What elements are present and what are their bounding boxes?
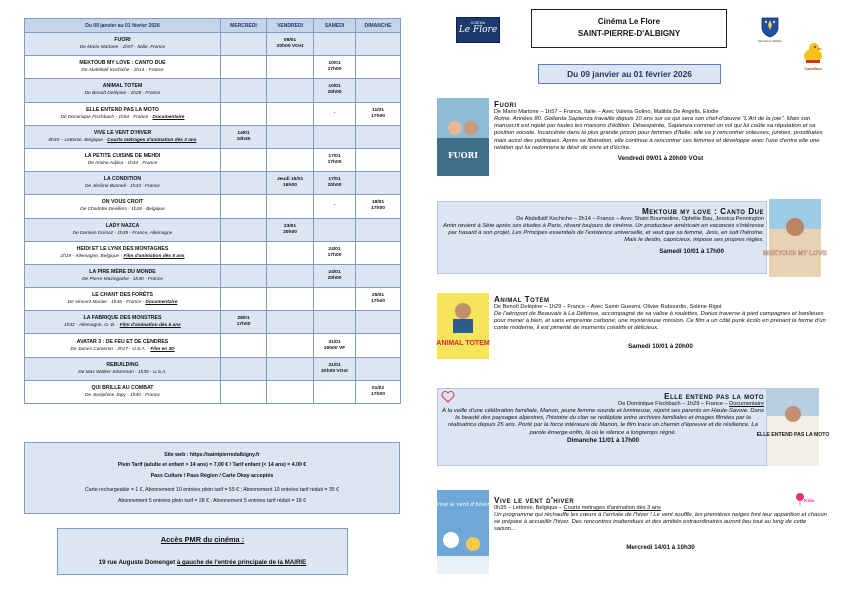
film-cell [25,380,221,403]
session-cell-fri [267,380,314,403]
table-row [25,195,401,218]
film-title: LE CHANT DES FORÊTS [92,292,153,299]
session-cell-wed [221,288,267,311]
session-cell-sun [356,288,401,311]
film-description-text: 1h32 - Allemagne, G.-B. - [64,323,120,329]
session-date: 24/01 [328,269,341,275]
film-description [27,115,218,121]
film-description [27,161,218,167]
session-cell-sun [356,380,401,403]
cinema-logo [456,17,500,43]
session-cell-wed [221,241,267,264]
session-cell-sat [314,195,356,218]
table-row [25,79,401,102]
session-cell-wed [221,311,267,334]
session-time: 17h00 [371,299,385,305]
film-cell [25,218,221,241]
session-cell-wed [221,195,267,218]
session-cell-sat [314,357,356,380]
cinema-logo-small: CINÉMA [470,21,486,25]
session-cell-fri [267,357,314,380]
film-cell [25,264,221,287]
session-cell-fri [267,33,314,56]
session-cell-fri [267,218,314,241]
session-cell-sun [356,195,401,218]
session-cell-sun [356,125,401,148]
session-cell-sun [356,264,401,287]
film-cell [25,288,221,311]
session-cell-fri [267,241,314,264]
session-cell-fri [267,264,314,287]
film-title: ON VOUS CROIT [101,199,144,206]
pmr-address-detail: à gauche de l'entrée principale de la MAIRIE [176,559,307,566]
film-description [27,254,218,260]
town-crest-icon [760,16,780,38]
film-description-text: De Damien Dorsaz - 1h39 - France, Allemagne [72,230,173,236]
session-date: 11/01 [372,107,384,113]
session-cell-sat [314,125,356,148]
cinema-town: SAINT-PIERRE-D'ALBIGNY [577,29,681,38]
session-cell-sat [314,264,356,287]
session-cell-wed [221,357,267,380]
film-meta-moto [442,401,764,408]
session-date: 09/01 [283,38,297,44]
cinema-title-box [531,9,727,48]
film-cell [25,241,221,264]
table-row [25,33,401,56]
film-description-text: De Benoît Delépine - 1h29 - France [84,91,161,97]
film-title: ANIMAL TOTEM [102,83,143,90]
pmr-title: Accès PMR du cinéma : [160,535,245,544]
table-row [25,125,401,148]
session-time: 20h00 [283,229,297,235]
film-description-text: 0h35 – Lettonie, Belgique - [48,137,108,143]
film-description [27,393,218,399]
session-time: 20h00 [327,183,342,189]
film-card-moto [437,388,830,470]
session-cell-sat [314,241,356,264]
session-date: 25/01 [371,293,385,299]
kids-badge-label: Kids [804,499,815,504]
session-date: 24/01 [328,246,341,252]
session-cell-sun [356,218,401,241]
film-session-moto: Dimanche 11/01 à 17h00 [566,436,640,444]
film-cell [25,33,221,56]
film-description-text: De Max Walker-Silverman - 1h35 - U.S.A. [78,369,167,375]
session-cell-sat [314,334,356,357]
film-card-mektoub [437,199,830,277]
session-time: 20h00 VOst [276,44,304,50]
session-time: 16h00 [283,183,297,189]
film-session-animal: Samedi 10/01 à 20h00 [628,342,693,350]
film-description [27,138,218,144]
film-title: FUORI [114,37,131,44]
session-cell-wed [221,334,267,357]
film-title: AVATAR 3 : DE FEU ET DE CENDRES [76,338,169,345]
session-cell-wed [221,380,267,403]
film-title: ELLE ENTEND PAS LA MOTO [86,106,159,113]
film-title: LA CONDITION [103,176,142,183]
session-cell-fri [267,79,314,102]
film-desc-animal: De l'aéroport de Beauvais à La Défense, accompagné de sa valise à roulettes, Darius traverse à pied campagnes et banlieues pour mener à bien, et sans empreinte carbone, une mystérieuse mission. Ce film a un côté punk écolo en prenant la forme d'un conte moderne, il est pimenté de moments créatifs et délicieux. [494,310,826,332]
session-date: 28/01 [237,316,250,322]
session-time: 17h00 [371,206,385,212]
session-cell-wed [221,148,267,171]
film-title-vive: Vive le vent d'hiver [494,496,575,505]
session-date: Jeudi 15/01 [276,177,304,183]
film-description-text: De Vincent Munier - 1h36 - France - [67,300,146,306]
film-meta-fuori: De Mario Martone – 1h57 – France, Italie – Avec Valeria Golino, Matilda De Angelis, Elodie [494,109,719,115]
schedule-table [24,18,401,404]
session-cell-wed [221,264,267,287]
film-title: LA PETITE CUISINE DE MEHDI [84,153,161,160]
table-row [25,380,401,403]
table-row [25,241,401,264]
film-card-vive [437,490,830,576]
session-date: 17/01 [328,177,341,183]
film-description-text: De Charlotte Devillers - 1h18 - Belgique [80,207,165,213]
poster-fuori-title: FUORI [447,150,479,160]
film-cell [25,102,221,125]
session-cell-sun [356,241,401,264]
table-row [25,311,401,334]
film-card-fuori [437,98,830,186]
canebus-duck-icon [800,40,826,66]
session-cell-sat [314,102,356,125]
session-cell-sat [314,148,356,171]
film-title-animal: Animal Totem [494,295,550,304]
prices-box [24,442,400,514]
tarif-line: Plein Tarif (adulte et enfant > 14 ans) = 7,00 € / Tarif enfant (< 14 ans) = 4.00 € [117,462,307,469]
session-date: 23/01 [283,223,297,229]
header-friday: VENDREDI [267,19,314,33]
poster-animal-title: ANIMAL TOTEM [436,340,490,347]
session-time: 17h00 [236,322,251,328]
subscription-line-2: Abonnement 5 entrées plein tarif = 28 € ; Abonnement 5 entrées tarif réduit = 18 € [117,497,307,504]
poster-fuori [437,98,489,176]
session-cell-wed [221,102,267,125]
film-desc-fuori: Rome. Années 80. Goliarda Sapienza travaille depuis 10 ans sur ce qui sera son chef-d'œuvre "L'Art de la joie". Mais son manuscrit est rejeté par toutes les maisons d'édition. Désespérée, Sapienza commet un vol qui lui coûte sa réputation et sa position sociale. Incarcérée dans la plus grande prison pour femmes d'Italie, elle va y rencontrer voleuses, junkies, prostituées mais aussi des politiques. Après sa libération, elle continue à rencontrer ces femmes et développe avec l'une d'entre elle une relation qui lui redonnera le désir de vivre et d'écrire. [494,115,823,151]
film-session-vive: Mercredi 14/01 à 10h30 [626,543,695,551]
film-description [27,45,218,51]
pmr-access-box [57,528,348,575]
film-description [27,207,218,213]
film-meta-moto-genre: Documentaire [729,401,764,407]
cinema-name: Cinéma Le Flore [597,17,661,26]
session-cell-sun [356,102,401,125]
film-title: MEKTOUB MY LOVE : CANTO DUE [79,60,166,67]
film-description-text: De Dominique Fischbach - 1h54 - France - [60,114,153,120]
session-cell-sat [314,56,356,79]
film-cell [25,148,221,171]
crest-caption: Saint-Pierre-d'Albigny [757,40,783,43]
session-cell-fri [267,288,314,311]
film-desc-vive: Un programme qui réchauffe les cœurs à l'arrivée de l'hiver ! Le vent souffle, les premières neiges font leur apparition et chacun se prépare à accueillir l'hiver. Des rencontres inattendues et des amitiés extraordinaires auront lieu tout au long de cette saison… [494,511,827,533]
subscription-line-1: Carte rechargeable = 1 €, Abonnement 10 entrées plein tarif = 55 € ; Abonnement 10 entrées tarif réduit = 35 € [85,487,339,494]
header-saturday: SAMEDI [314,19,356,33]
schedule-body [25,33,401,404]
table-row [25,56,401,79]
film-description [27,91,218,97]
period-box: Du 09 janvier au 01 février 2026 [538,64,721,84]
session-time: 20h00 [327,275,342,281]
session-cell-sun [356,148,401,171]
session-cell-sun [356,311,401,334]
session-date: 31/01 [328,339,341,345]
film-title: LADY NAZCA [105,222,140,229]
film-genre: Documentaire [145,300,178,306]
table-row [25,172,401,195]
pmr-address-street: 19 rue Auguste Domenget [98,559,177,566]
session-cell-fri [267,195,314,218]
table-row [25,264,401,287]
session-cell-sat [314,380,356,403]
table-row [25,334,401,357]
film-genre: Courts métrages d'animation dès 3 ans [107,137,197,143]
session-cell-wed [221,56,267,79]
film-meta-animal: De Benoît Delépine – 1h29 – France – Avec Samir Guesmi, Olivier Rabourdin, Solène Rigot [494,304,722,310]
header-period: Du 09 janvier au 01 février 2026 [25,19,221,33]
session-cell-wed [221,172,267,195]
session-cell-fri [267,334,314,357]
session-date: - [333,110,336,116]
film-cell [25,79,221,102]
film-cell [25,56,221,79]
session-cell-wed [221,218,267,241]
session-cell-wed [221,125,267,148]
film-description-text: De Pierre Mazingarbe - 1h30 - France [82,276,163,282]
film-cell [25,195,221,218]
film-description [27,184,218,190]
film-session-fuori: Vendredi 09/01 à 20h00 VOst [617,155,704,163]
film-genre: Film d'animation dès 6 ans [119,323,181,329]
session-date: 10/01 [328,61,341,67]
film-desc-moto: À la veille d'une célébration familiale, Manon, jeune femme sourde et lumineuse, rejoint ses parents en Haute-Savoie. Dans la beauté des paysages alpestres, l'histoire du clan se redéploie entre archives familiales et images filmées par la réalisatrice depuis 25 ans. Porté par la force intérieure de Manon, le film trace un chemin d'épreuve et de résilience. La parole émerge enfin, là où le silence a longtemps régné. [442,407,765,436]
session-cell-sat [314,218,356,241]
film-cell [25,172,221,195]
session-cell-wed [221,79,267,102]
session-time: 20h00 VOst [321,368,348,374]
table-row [25,357,401,380]
session-date: 10/01 [328,84,341,90]
film-description-text: De Abdellatif Kechiche - 2h14 - France [81,68,164,74]
website-link[interactable]: Site web : https://saintpierredalbigny.fr [164,452,260,458]
session-cell-fri [267,125,314,148]
film-meta-vive [494,505,827,512]
film-genre: Film en 3D [150,346,175,352]
session-time: 10h30 [236,136,251,142]
film-title: QUI BRILLE AU COMBAT [91,384,154,391]
pmr-address [58,559,347,566]
film-meta-vive-genre: Courts métrages d'animation dès 3 ans [563,505,661,511]
film-title: HEIDI ET LE LYNX DES MONTAGNES [76,245,169,252]
session-date: 17/01 [328,154,341,160]
session-cell-sun [356,172,401,195]
poster-mektoub [763,199,827,277]
session-time: 17h00 [371,391,385,397]
film-title: VIVE LE VENT D'HIVER [93,129,152,136]
poster-animal [437,293,489,359]
film-title: LA PIRE MÈRE DU MONDE [89,268,156,275]
film-description-text: De Amine Adjina - 1h44 - France [87,161,158,167]
session-time: 17h00 [327,160,342,166]
poster-moto [756,388,830,466]
session-cell-fri [267,311,314,334]
film-meta-mektoub: De Abdellatif Kechiche – 2h14 – France – Avec Shain Boumedine, Ophélie Bau, Jessica Pennington [516,216,764,222]
film-description-text: De James Cameron - 3h17 - U.S.A. - [70,346,151,352]
session-date: 14/01 [237,130,250,136]
cinema-logo-big: Le Flore [458,25,498,35]
session-cell-sun [356,334,401,357]
film-cell [25,357,221,380]
film-genre: Documentaire [152,114,185,120]
session-time: 16h00 VF [323,345,346,351]
film-description-text: De Joséphine Japy - 1h40 - France [85,392,160,398]
session-cell-fri [267,148,314,171]
session-time: 17h00 [327,252,342,258]
session-cell-sun [356,56,401,79]
table-row [25,288,401,311]
session-cell-fri [267,172,314,195]
film-description [27,68,218,74]
header-sunday: DIMANCHE [356,19,401,33]
poster-vive [437,490,489,574]
film-meta-vive-text: 0h35 – Lettonie, Belgique – [494,505,564,511]
film-cell [25,125,221,148]
schedule-header-row [25,19,401,33]
film-genre: Film d'animation dès 5 ans [123,253,185,259]
film-cell [25,311,221,334]
film-card-animal [437,293,830,373]
session-date: - [333,203,336,209]
pass-line: Pass Culture / Pass Région / Carte Okay acceptés [150,472,274,479]
session-time: 17h00 [371,113,385,119]
session-date: 18/01 [371,200,385,206]
session-time: 20h00 [327,90,342,96]
table-row [25,102,401,125]
poster-vive-title: Vive le vent d'hiver [436,502,490,508]
session-cell-sat [314,288,356,311]
session-cell-sat [314,172,356,195]
session-cell-sat [314,33,356,56]
film-description [27,347,218,353]
film-cell [25,334,221,357]
film-description [27,277,218,283]
film-description [27,300,218,306]
film-description-text: De Jérôme Bonnell - 1h43 - France [85,184,160,190]
session-date: 01/02 [371,385,385,391]
film-title: REBUILDING [106,361,139,368]
film-description-text: 1h19 - Allemagne, Belgique - [60,253,124,259]
film-description [27,231,218,237]
film-title-mektoub: Mektoub my love : Canto Due [641,207,764,216]
session-cell-sat [314,311,356,334]
session-cell-sun [356,357,401,380]
session-date: 31/01 [328,362,341,368]
session-cell-wed [221,33,267,56]
film-title-fuori: Fuori [494,100,517,109]
session-cell-sun [356,33,401,56]
session-time: 17h00 [327,67,342,73]
canebus-caption: CaneBus [804,66,822,71]
session-cell-sun [356,79,401,102]
poster-moto-title: ELLE ENTEND PAS LA MOTO [756,432,830,438]
session-cell-fri [267,56,314,79]
film-meta-moto-text: De Dominique Fischbach – 1h29 – France – [618,401,730,407]
film-description [27,323,218,329]
poster-mektoub-title: MEKTOUB MY LOVE [763,250,827,257]
film-session-mektoub: Samedi 10/01 à 17h00 [659,247,724,255]
table-row [25,148,401,171]
film-title: LA FABRIQUE DES MONSTRES [83,315,162,322]
session-cell-fri [267,102,314,125]
film-desc-mektoub: Amin revient à Sète après ses études à Paris, rêvant toujours de cinéma. Un producteur américain en vacances s'intéresse par hasard à son projet, Les Principes essentiels de l'existence universelle, et veut que sa femme, Jess, en soit l'héroïne. Mais le destin, capricieux, impose ses propres règles. [442,222,764,244]
film-description-text: De Mario Martone - 1h57 - Italie, France [79,45,166,51]
header-wednesday: MERCREDI [221,19,267,33]
session-cell-sat [314,79,356,102]
film-title-moto: Elle entend pas la moto [664,392,764,401]
table-row [25,218,401,241]
film-description [27,370,218,376]
